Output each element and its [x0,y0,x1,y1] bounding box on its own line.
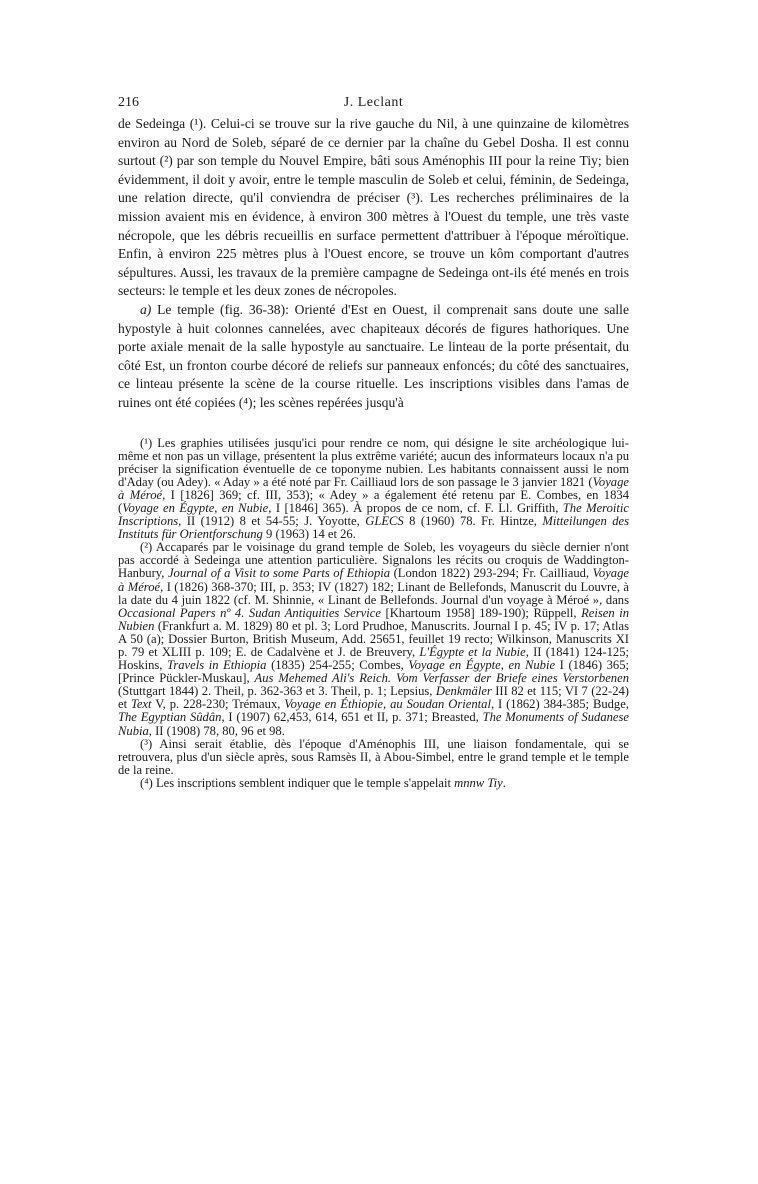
footnote-text: (Stuttgart 1844) 2. Theil, p. 362-363 et 3. Theil, p. 1; Lepsius, [118,684,436,699]
footnote-text: 8 (1960) 78. Fr. Hintze, [403,514,543,529]
citation-title: The Monuments of Sudanese Nubia [118,710,629,738]
citation-title: Occasional Papers nº 4. Sudan Antiquities Service [118,605,381,620]
footnote-text: III 82 et 115; VI 7 (22-24) et [118,684,630,712]
main-text [118,115,629,413]
citation-title: Voyage en Égypte, en Nubie [408,658,556,673]
footnote-text: , I (1907) 62,453, 614, 651 et II, p. 371; Breasted, [221,710,483,725]
citation-title: Voyage en Égypte, en Nubie [122,500,269,515]
temple-name: mnnw Tiy [454,775,503,790]
page-number: 216 [118,95,139,110]
footnote-text: V, p. 228-230; Trémaux, [151,697,285,712]
footnote-text: , I [1846] 365). À propos de ce nom, cf. F. Ll. Griffith, [268,500,563,515]
footnote-2 [118,541,629,737]
citation-title: Journal of a Visit to some Parts of Ethiopia [167,566,391,581]
running-head: J. Leclant [343,95,404,110]
citation-title: Voyage en Éthiopie, au Soudan Oriental [284,697,491,712]
citation-title: The Egyptian Sûdân [118,710,222,725]
footnote-text: . [502,775,506,790]
citation-title: Voyage à Méroé [118,474,629,502]
footnote-text: Ainsi serait établie, dès l'époque d'Aménophis III, une liaison fondamentale, qui se retrouvera, plus d'un siècle après, sous Ramsès II, à Abou-Simbel, entre le grand temple et le temple de la reine. [118,736,629,777]
footnote-1 [118,437,629,542]
citation-title: Text [131,697,152,712]
footnote-4 [118,777,629,790]
footnote-text: [Khartoum 1958] 189-190); Rüppell, [380,605,582,620]
footnote-text: I (1846) 365; [Prince Pückler-Muskau], [118,658,629,686]
footnote-3 [118,738,629,777]
footnote-text: , I (1862) 384-385; Budge, [490,697,629,712]
footnote-marker: (¹) [140,435,153,450]
footnote-text: , II (1841) 124-125; Hoskins, [118,645,630,673]
footnote-text: (Frankfurt a. M. 1829) 80 et pl. 3; Lord Prudhoe, Manuscrits. Journal I p. 45; IV p. 17; Atlas A 50 (a); Dossier Burton, British Museum, Add. 25651, feuillet 19 recto; Wilkinson, Manuscrits XI p. 79 et XLIII p. 109; E. de Cadalvène et J. de Breuvery, [118,618,629,659]
footnote-text: (1835) 254-255; Combes, [266,658,409,673]
footnote-text: Les inscriptions semblent indiquer que le temple s'appelait [155,775,455,790]
paragraph-temple-text: Le temple (fig. 36-38): Orienté d'Est en Ouest, il comprenait sans doute une salle hypostyle à huit colonnes cannelées, avec chapiteaux décorés de figures hathoriques. Une porte axiale menait de la salle hypostyle au sanctuaire. Le linteau de la porte présentait, du côté Est, un fronton courbe décoré de reliefs sur panneaux enfoncés; du côté des sanctuaires, ce linteau présente la scène de la course rituelle. Les inscriptions visibles dans l'amas de ruines ont été copiées (⁴); les scènes repérées jusqu'à [118,301,629,410]
citation-title: GLECS [365,514,404,529]
citation-title: Reisen in Nubien [118,605,630,633]
footnote-text: , II (1908) 78, 80, 96 et 98. [148,723,285,738]
citation-title: Voyage à Méroé [118,566,629,594]
citation-title: Denkmäler [435,684,492,699]
footnote-text: , II (1912) 8 et 54-55; J. Yoyotte, [178,514,366,529]
footnote-text: Les graphies utilisées jusqu'ici pour rendre ce nom, qui désigne le site archéologique lui-même et non pas un village, présentent la plus extrême variété; aucun des informateurs locaux n'a pu préciser la signification éventuelle de ce toponyme nubien. Les habitants connaissent aussi le nom d'Aday (ou Adey). « Aday » a été noté par Fr. Cailliaud lors de son passage le 3 janvier 1821 ( [118,435,629,489]
footnote-text: , I [1826] 369; cf. III, 353); « Adey » a également été retenu par E. Combes, en 1834 ( [118,487,629,515]
footnote-marker: (³) [140,736,153,751]
paragraph-intro: de Sedeinga (¹). Celui-ci se trouve sur la rive gauche du Nil, à une quinzaine de kilomètres environ au Nord de Soleb, séparé de ce dernier par la chaîne du Gebel Dosha. Il est connu surtout (²) par son temple du Nouvel Empire, bâti sous Aménophis III pour la reine Tiy; bien évidemment, il doit y avoir, entre le temple masculin de Soleb et celui, féminin, de Sedeinga, une relation directe, qu'il conviendra de préciser (³). Les recherches préliminaires de la mission avaient mis en évidence, à environ 300 mètres à l'Ouest du temple, une très vaste nécropole, que les débris recueillis en surface permettent d'attribuer à l'époque méroïtique. Enfin, à environ 225 mètres plus à l'Ouest encore, se trouve un kôm comportant d'autres sépultures. Aussi, les travaux de la première campagne de Sedeinga ont-ils été menés en trois secteurs: le temple et les deux zones de nécropoles. [118,116,629,299]
footnote-marker: (⁴) [140,775,153,790]
footnote-text: Accaparés par le voisinage du grand temple de Soleb, les voyageurs du siècle dernier n'ont pas accordé à Sedeinga une attention particulière. Signalons les récits ou croquis de Waddington-Hanbury, [118,540,629,581]
citation-title: The Meroitic Inscriptions [118,500,629,529]
page-header [118,95,629,115]
footnote-text: , I (1826) 368-370; III, p. 353; IV (1827) 182; Linant de Bellefonds, Manuscrit du Louvre, à la date du 4 juin 1822 (cf. M. Shinnie, « Linant de Bellefonds. Journal d'un voyage à Méroé », dans [118,579,629,607]
citation-title: Travels in Ethiopia [167,658,267,673]
citation-title: L'Égypte et la Nubie [419,645,526,659]
citation-title: Mitteilungen des Instituts für Orientforschung [118,514,630,542]
footnote-text: (London 1822) 293-294; Fr. Cailliaud, [390,566,593,581]
footnotes [118,437,629,791]
footnote-text: 9 (1963) 14 et 26. [262,527,356,542]
citation-title: Aus Mehemed Ali's Reich. Vom Verfasser der Briefe eines Verstorbenen [254,671,629,686]
section-label: a) [140,301,152,317]
footnote-marker: (²) [140,540,153,555]
page [118,95,629,790]
paragraph-temple [118,301,629,413]
